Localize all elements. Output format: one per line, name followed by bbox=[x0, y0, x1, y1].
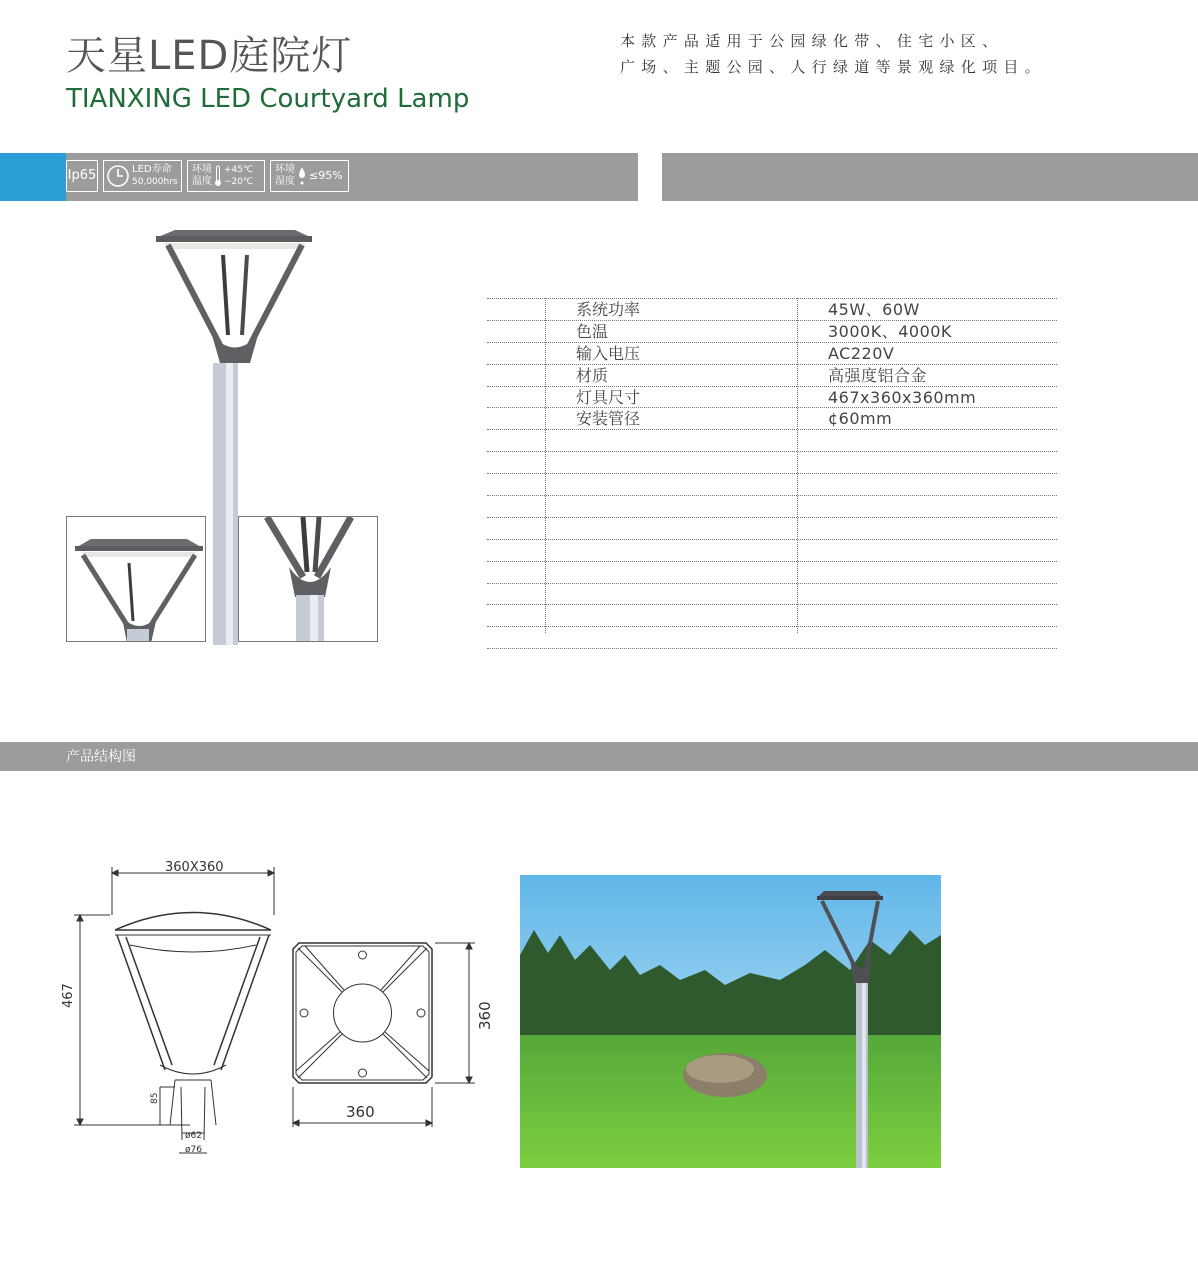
product-description bbox=[620, 28, 1180, 80]
page-title: 天星LED庭院灯 bbox=[66, 33, 353, 79]
dim-dia-outer: ø76 bbox=[185, 1145, 202, 1155]
table-row bbox=[487, 298, 1057, 320]
thermometer-icon bbox=[214, 165, 222, 187]
temp-label-2: 温度 bbox=[192, 176, 212, 187]
spec-label: 输入电压 bbox=[576, 343, 641, 363]
water-drop-icon bbox=[298, 165, 306, 187]
table-row bbox=[487, 407, 1057, 429]
dim-height-text: 467 bbox=[61, 983, 76, 1008]
section-bar bbox=[0, 742, 1198, 771]
dim-85 bbox=[150, 1093, 160, 1104]
detail-thumbnail-joint bbox=[238, 516, 378, 642]
spec-label: 材质 bbox=[576, 365, 609, 385]
hum-label-2: 湿度 bbox=[275, 176, 295, 187]
plan-view-drawing bbox=[285, 935, 495, 1130]
table-row bbox=[487, 364, 1057, 386]
dim-85-text: 85 bbox=[150, 1092, 160, 1104]
dim-dia-inner: ø62 bbox=[185, 1131, 202, 1141]
table-row bbox=[487, 583, 1057, 605]
accent-block bbox=[0, 153, 66, 201]
feature-bar bbox=[66, 153, 638, 201]
table-row bbox=[487, 539, 1057, 561]
spec-table bbox=[487, 298, 1057, 649]
ip-rating-badge bbox=[66, 160, 98, 192]
dim-plan-bottom: 360 bbox=[346, 1103, 375, 1121]
table-row bbox=[487, 386, 1057, 408]
dim-top-width: 360X360 bbox=[165, 860, 224, 875]
feature-bar-right bbox=[662, 153, 1198, 201]
spec-value: 3000K、4000K bbox=[828, 321, 952, 341]
table-row bbox=[487, 342, 1057, 364]
table-row bbox=[487, 451, 1057, 473]
dim-height bbox=[61, 983, 75, 1008]
humidity-badge bbox=[270, 160, 349, 192]
led-life-label: LED寿命 bbox=[132, 164, 172, 175]
spec-value: ¢60mm bbox=[828, 409, 893, 429]
humidity-value: ≤95% bbox=[309, 169, 343, 182]
scene-photo bbox=[520, 875, 941, 1168]
spec-label: 安装管径 bbox=[576, 409, 641, 429]
hum-label-1: 环境 bbox=[275, 164, 295, 175]
lamp-head-detail-image bbox=[67, 517, 206, 642]
lamp-joint-detail-image bbox=[239, 517, 378, 642]
ip-rating-text: Ip65 bbox=[67, 168, 97, 183]
temp-high: +45℃ bbox=[224, 165, 254, 175]
table-row bbox=[487, 561, 1057, 583]
side-view-drawing bbox=[60, 855, 290, 1165]
section-title: 产品结构图 bbox=[66, 749, 136, 765]
temp-low: −20℃ bbox=[224, 177, 254, 187]
table-row bbox=[487, 320, 1057, 342]
dim-plan-side bbox=[476, 1001, 494, 1030]
temp-label-1: 环境 bbox=[192, 164, 212, 175]
table-row bbox=[487, 604, 1057, 626]
spec-value: AC220V bbox=[828, 343, 895, 363]
led-life-value: 50,000hrs bbox=[132, 177, 178, 187]
spec-value: 467x360x360mm bbox=[828, 387, 977, 407]
spec-label: 系统功率 bbox=[576, 300, 641, 319]
temperature-badge bbox=[187, 160, 265, 192]
led-life-badge bbox=[103, 160, 182, 192]
spec-value: 高强度铝合金 bbox=[828, 365, 928, 385]
description-line-1: 本款产品适用于公园绿化带、住宅小区、 bbox=[620, 32, 1004, 50]
description-line-2: 广场、主题公园、人行绿道等景观绿化项目。 bbox=[620, 58, 1047, 76]
dim-plan-side-text: 360 bbox=[476, 1001, 494, 1030]
table-row bbox=[487, 429, 1057, 451]
page-subtitle: TIANXING LED Courtyard Lamp bbox=[66, 84, 470, 114]
clock-icon bbox=[106, 164, 130, 188]
spec-label: 色温 bbox=[576, 321, 609, 341]
table-row bbox=[487, 473, 1057, 495]
detail-thumbnail-head bbox=[66, 516, 206, 642]
spec-label: 灯具尺寸 bbox=[576, 387, 641, 407]
table-row bbox=[487, 517, 1057, 539]
spec-value: 45W、60W bbox=[828, 300, 920, 319]
table-row bbox=[487, 626, 1057, 649]
table-row bbox=[487, 495, 1057, 517]
